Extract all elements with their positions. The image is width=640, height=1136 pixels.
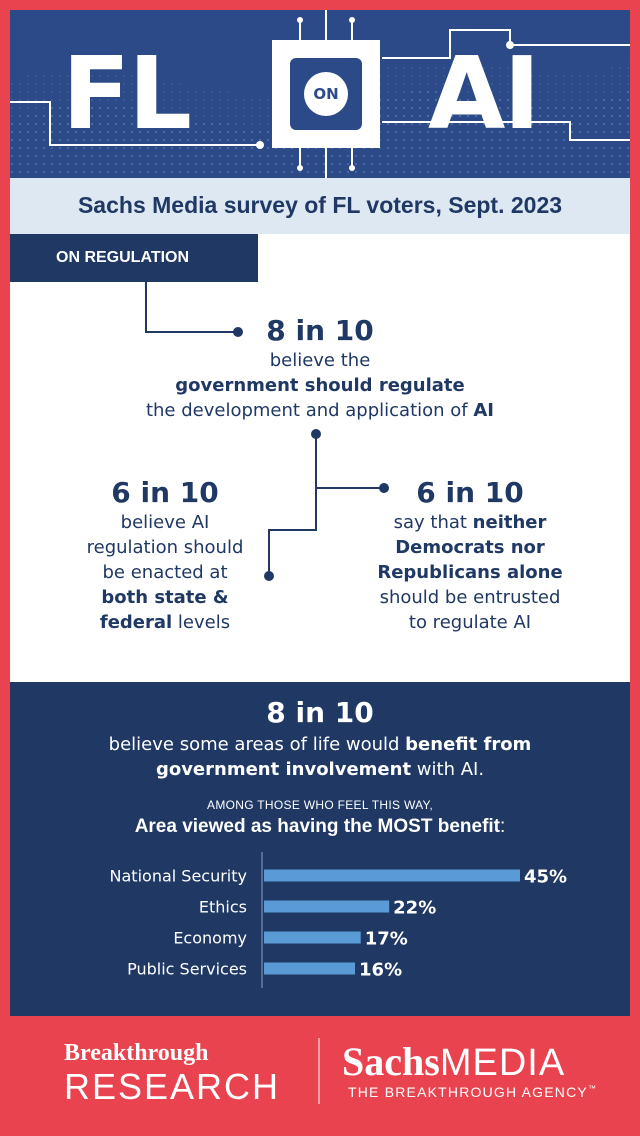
benefit-bold: government involvement (155, 759, 412, 780)
stat-government-regulate (70, 314, 570, 423)
header-ai-word: AI (428, 35, 539, 152)
sachs-word: Sachs (342, 1039, 440, 1084)
stat-bold: federal (99, 612, 173, 633)
category-label: Public Services (127, 959, 247, 979)
benefit-text: believe some areas of life would (108, 734, 406, 755)
stat-line-bold (350, 560, 590, 585)
stat-line: to regulate AI (408, 612, 532, 633)
footer-divider (318, 1038, 320, 1104)
bar (264, 932, 361, 944)
benefit-description (50, 732, 590, 782)
stat-figure: 6 in 10 (416, 476, 524, 509)
value-label: 16% (359, 959, 403, 981)
stat-bold: both state & (101, 587, 229, 608)
value-label: 17% (364, 928, 408, 950)
bar (264, 870, 520, 882)
breakthrough-logo-top: Breakthrough (64, 1040, 209, 1066)
category-label: Ethics (198, 897, 247, 917)
category-label: Economy (173, 928, 247, 948)
stat-text: the development and application of (145, 400, 474, 421)
chip-icon (272, 40, 380, 148)
value-label: 22% (393, 897, 437, 919)
stat-line: should be entrusted (379, 587, 561, 608)
bar (264, 963, 355, 975)
footer-logos (10, 1016, 630, 1126)
page-subtitle: Sachs Media survey of FL voters, Sept. 2023 (77, 192, 563, 218)
among-label: AMONG THOSE WHO FEEL THIS WAY, (207, 798, 433, 812)
chart-heading-text: Area viewed as having the MOST benefit (134, 816, 501, 837)
stat-bold: Republicans alone (377, 562, 563, 583)
tagline-text: THE BREAKTHROUGH AGENCY (348, 1084, 588, 1100)
stat-line: believe AI (120, 512, 210, 533)
stat-line: regulation should (86, 537, 244, 558)
section-tab: ON REGULATION (10, 234, 258, 282)
benefit-text: with AI. (411, 759, 485, 780)
chart-heading (10, 816, 630, 838)
stat-text: say that (393, 512, 473, 533)
benefit-section (10, 682, 630, 1016)
stat-line: be enacted at (102, 562, 228, 583)
stat-neither-party (350, 476, 590, 635)
stat-figure: 8 in 10 (266, 314, 374, 347)
stat-bold: neither (472, 512, 547, 533)
chart-heading-colon: : (500, 816, 506, 837)
category-label: National Security (109, 866, 247, 886)
stat-line-bold (350, 535, 590, 560)
stat-bold: AI (473, 400, 495, 421)
media-word: MEDIA (439, 1042, 566, 1084)
header-banner (10, 10, 630, 178)
sachs-tagline (348, 1084, 597, 1100)
stat-state-federal (50, 476, 280, 635)
stat-line: believe the (269, 350, 371, 371)
stat-line-bold (70, 373, 570, 398)
sachs-media-logo (342, 1038, 565, 1085)
value-label: 45% (524, 866, 568, 888)
stat-bold: Democrats nor (395, 537, 545, 558)
stat-line (70, 398, 570, 423)
benefit-figure: 8 in 10 (266, 696, 374, 729)
benefit-bold: benefit from (405, 734, 532, 755)
header-fl-word: FL (62, 35, 191, 152)
stat-text: levels (172, 612, 231, 633)
header-on-word: ON (304, 72, 348, 116)
stat-bold: government should regulate (175, 375, 465, 396)
regulation-section (10, 234, 630, 682)
stat-line (50, 610, 280, 635)
subtitle-band (10, 178, 630, 234)
benefit-bar-chart (10, 852, 630, 992)
trademark-mark: ™ (587, 1084, 598, 1093)
breakthrough-logo-bottom: RESEARCH (64, 1066, 281, 1107)
bar (264, 901, 389, 913)
stat-line-bold (50, 585, 280, 610)
stat-line (350, 510, 590, 535)
stat-figure: 6 in 10 (111, 476, 219, 509)
